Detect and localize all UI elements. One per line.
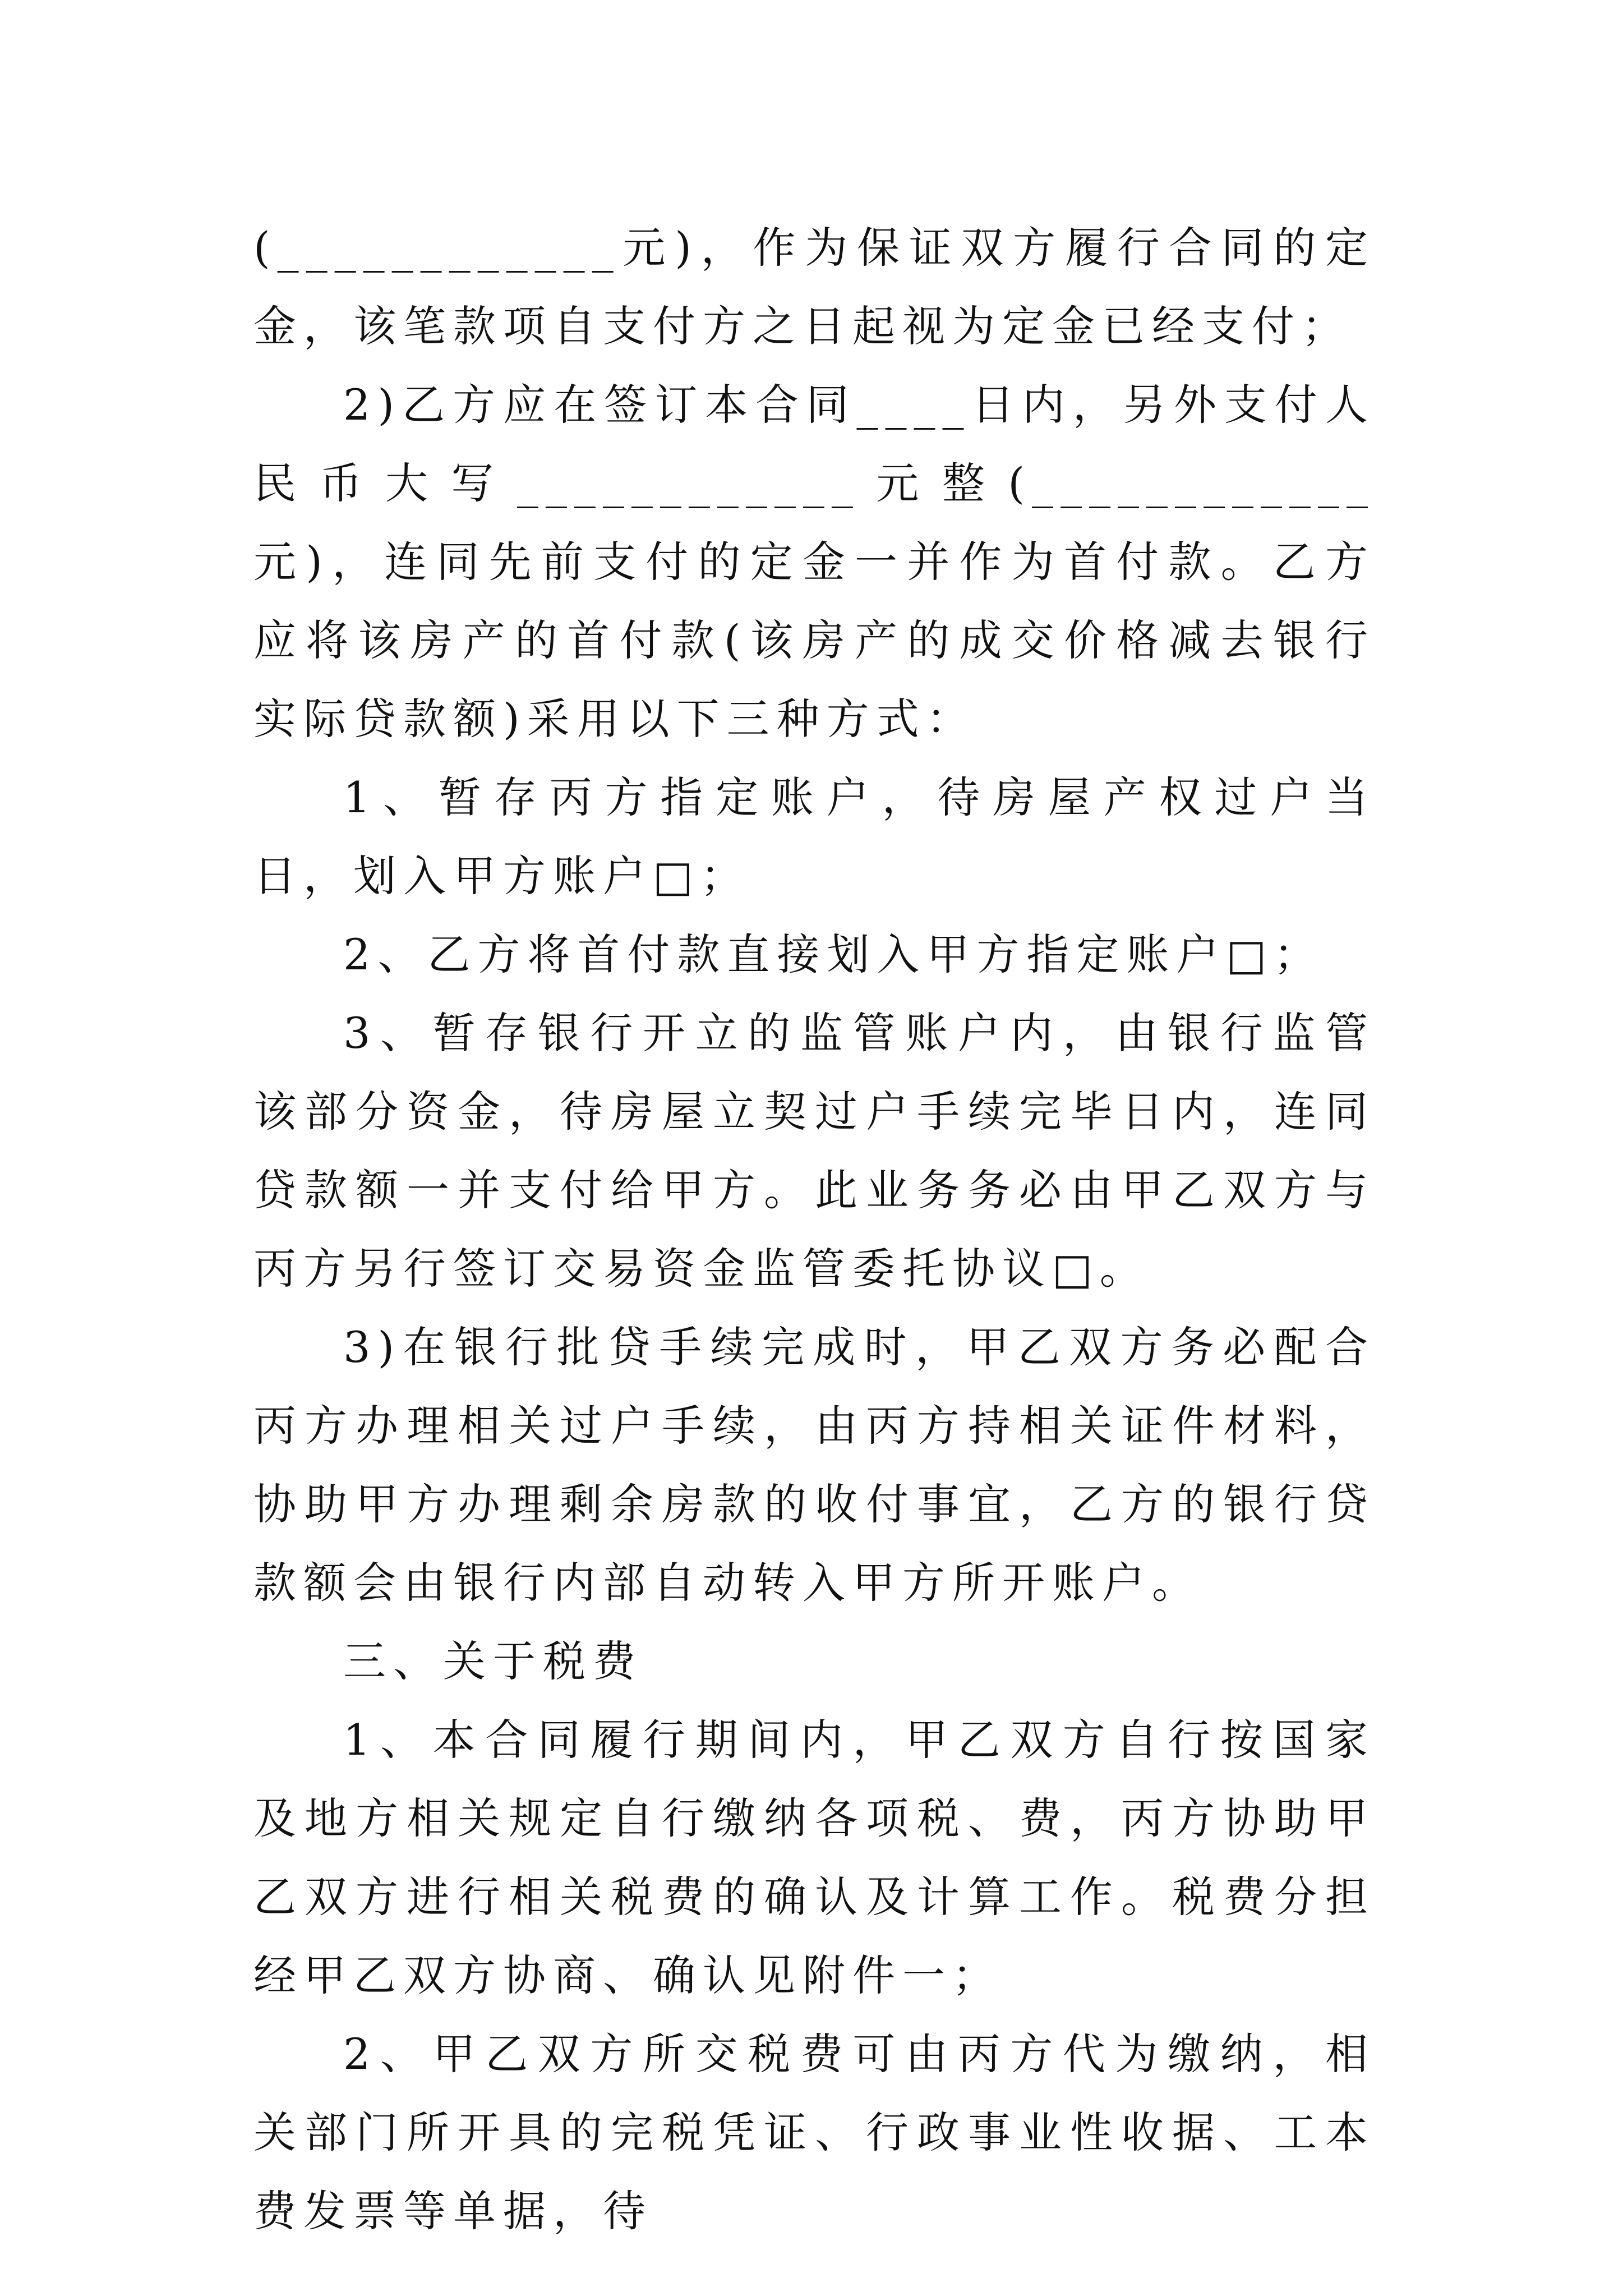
paragraph-option-1: 1、暂存丙方指定账户，待房屋产权过户当日，划入甲方账户□； [253, 772, 1375, 901]
paragraph-deposit-amount: (____________元)，作为保证双方履行合同的定金，该笔款项自支付方之日起视为定金已经支付； [253, 223, 1375, 351]
paragraph-option-2: 2、乙方将首付款直接划入甲方指定账户□； [343, 930, 1324, 979]
section-heading-taxes: 三、关于税费 [343, 1636, 643, 1686]
paragraph-tax-1: 1、本合同履行期间内，甲乙双方自行按国家及地方相关规定自行缴纳各项税、费，丙方协助甲乙双方进行相关税费的确认及计算工作。税费分担经甲乙双方协商、确认见附件一； [253, 1715, 1375, 2000]
paragraph-down-payment: 2)乙方应在签订本合同____日内，另外支付人民币大写____________元整(____________元)，连同先前支付的定金一并作为首付款。乙方应将该房产的首付款(该房产的成交价格减去银行实际贷款额)采用以下三种方式： [253, 380, 1375, 744]
paragraph-loan-transfer: 3)在银行批贷手续完成时，甲乙双方务必配合丙方办理相关过户手续，由丙方持相关证件材料，协助甲方办理剩余房款的收付事宜，乙方的银行贷款额会由银行内部自动转入甲方所开账户。 [253, 1322, 1375, 1608]
document-body [253, 209, 1375, 2251]
paragraph-tax-2: 2、甲乙双方所交税费可由丙方代为缴纳，相关部门所开具的完税凭证、行政事业性收据、工本费发票等单据，待 [253, 2029, 1375, 2236]
paragraph-option-3: 3、暂存银行开立的监管账户内，由银行监管该部分资金，待房屋立契过户手续完毕日内，连同贷款额一并支付给甲方。此业务务必由甲乙双方与丙方另行签订交易资金监管委托协议□。 [253, 1008, 1375, 1294]
